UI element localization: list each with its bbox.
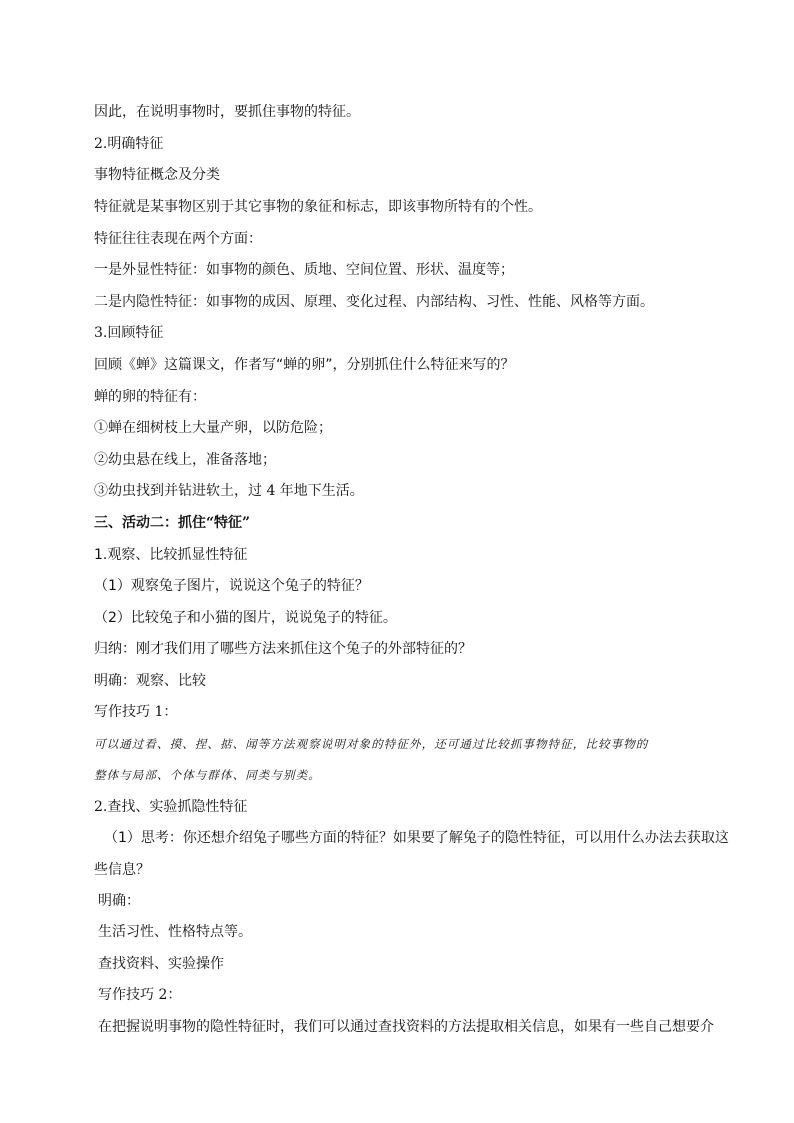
subheading: 写作技巧 2：: [98, 987, 182, 1003]
paragraph: 事物特征概念及分类: [94, 167, 220, 183]
paragraph: （1）思考：你还想介绍兔子哪些方面的特征？如果要了解兔子的隐性特征，可以用什么办法去获取这: [104, 830, 729, 846]
paragraph: 查找资料、实验操作: [98, 956, 224, 972]
list-item: ②幼虫悬在线上，准备落地；: [94, 452, 276, 468]
section-heading: 3.回顾特征: [94, 325, 164, 341]
paragraph: 整体与局部、个体与群体、同类与别类。: [94, 768, 321, 782]
paragraph: 特征往往表现在两个方面：: [94, 231, 262, 247]
list-item: ①蝉在细树枝上大量产卵，以防危险；: [94, 420, 332, 436]
paragraph: 生活习性、性格特点等。: [98, 924, 252, 940]
subheading: 1.观察、比较抓显性特征: [94, 547, 248, 563]
paragraph: 在把握说明事物的隐性特征时，我们可以通过查找资料的方法提取相关信息，如果有一些自己想要介: [98, 1019, 714, 1035]
paragraph: （2）比较兔子和小猫的图片，说说兔子的特征。: [94, 610, 397, 626]
paragraph: 些信息？: [94, 862, 150, 878]
paragraph: 二是内隐性特征：如事物的成因、原理、变化过程、内部结构、习性、性能、风格等方面。: [94, 294, 654, 310]
list-item: ③幼虫找到并钻进软土，过 4 年地下生活。: [94, 483, 364, 499]
paragraph: 因此，在说明事物时，要抓住事物的特征。: [94, 104, 360, 120]
paragraph: 回顾《蝉》这篇课文，作者写“蝉的卵”，分别抓住什么特征来写的？: [94, 357, 515, 373]
paragraph: 蝉的卵的特征有：: [94, 389, 206, 405]
subheading: 2.查找、实验抓隐性特征: [94, 799, 248, 815]
paragraph: 明确：: [98, 893, 140, 909]
paragraph: 可以通过看、摸、捏、掂、闻等方法观察说明对象的特征外，还可通过比较抓事物特征，比较事物的: [94, 737, 649, 751]
paragraph: 特征就是某事物区别于其它事物的象征和标志，即该事物所特有的个性。: [94, 199, 542, 215]
subheading: 写作技巧 1：: [94, 704, 178, 720]
section-heading: 三、活动二：抓住“特征”: [94, 515, 251, 531]
paragraph: 一是外显性特征：如事物的颜色、质地、空间位置、形状、温度等；: [94, 262, 514, 278]
section-heading: 2.明确特征: [94, 136, 164, 152]
paragraph: 归纳：刚才我们用了哪些方法来抓住这个兔子的外部特征的？: [94, 641, 472, 657]
paragraph: 明确：观察、比较: [94, 673, 206, 689]
paragraph: （1）观察兔子图片，说说这个兔子的特征？: [94, 578, 369, 594]
